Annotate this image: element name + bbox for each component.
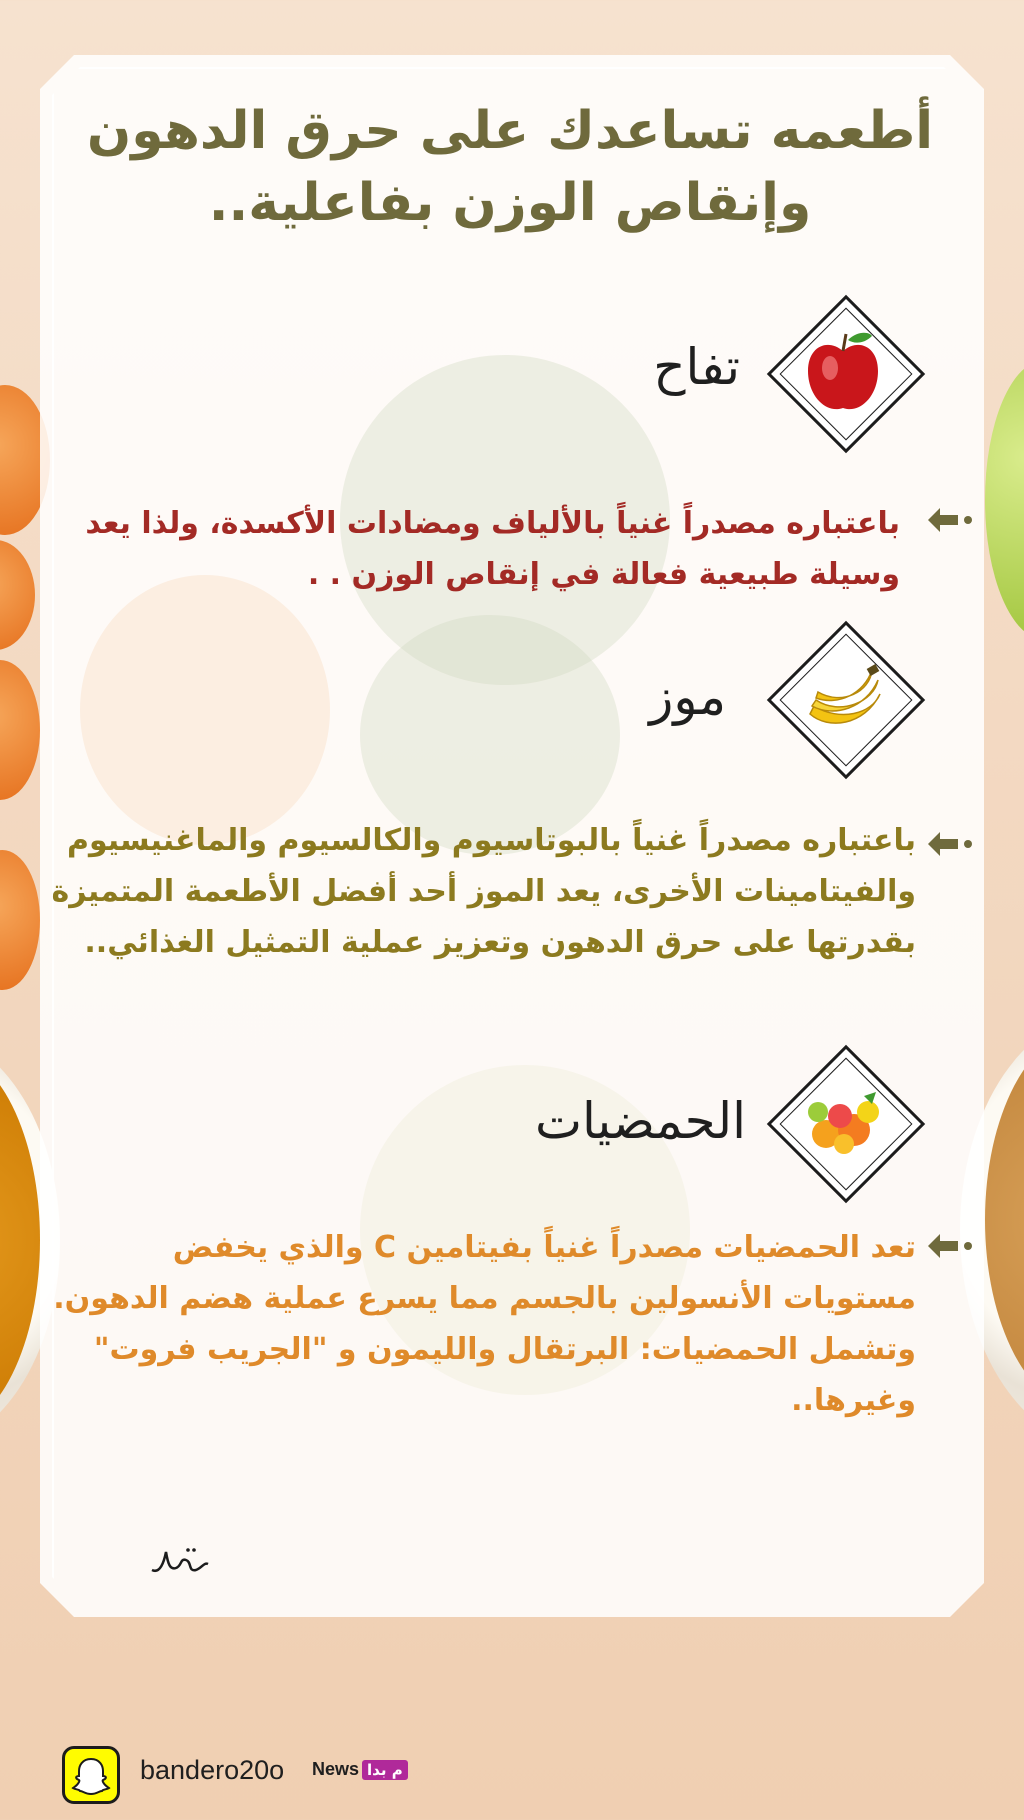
- citrus-diamond-frame: [768, 1046, 918, 1196]
- section-text-banana: باعتباره مصدراً غنياً بالبوتاسيوم والكالسيوم والماغنيسيوم والفيتامينات الأخرى، يعد الموز أحد أفضل الأطعمة المتميزة بقدرتها على حرق الدهون وتعزيز عملية التمثيل الغذائي..: [51, 823, 916, 960]
- banana-diamond-frame: [768, 622, 918, 772]
- page-title: أطعمه تساعدك على حرق الدهون وإنقاص الوزن بفاعلية..: [86, 101, 934, 233]
- section-heading-banana: موز: [649, 668, 726, 726]
- apple-diamond-frame: [768, 296, 918, 446]
- carrot-slice-decoration: [0, 850, 40, 990]
- arrow-bullet-icon: [918, 500, 978, 540]
- brand-logo: [312, 1759, 408, 1780]
- signature-mark: [148, 1540, 212, 1580]
- brand-badge: م بدا: [362, 1760, 408, 1780]
- arrow-bullet-icon: [918, 1226, 978, 1266]
- apple-icon: [768, 296, 918, 446]
- snapchat-icon[interactable]: [62, 1746, 120, 1804]
- section-heading-apple: تفاح: [653, 338, 740, 396]
- arrow-bullet-icon: [918, 824, 978, 864]
- carrot-slice-decoration: [0, 540, 35, 650]
- section-text-citrus: تعد الحمضيات مصدراً غنياً بفيتامين C والذي يخفض مستويات الأنسولين بالجسم مما يسرع عملية هضم الدهون. وتشمل الحمضيات: البرتقال والليمون و "الجريب فروت" وغيرها..: [53, 1230, 916, 1418]
- snapchat-username[interactable]: bandero20o: [140, 1755, 285, 1785]
- brand-name: News: [312, 1759, 360, 1779]
- section-text-apple: باعتباره مصدراً غنياً بالألياف ومضادات الأكسدة، ولذا يعد وسيلة طبيعية فعالة في إنقاص الوزن . .: [85, 506, 900, 592]
- banana-icon: [768, 622, 918, 772]
- carrot-slice-decoration: [0, 660, 40, 800]
- section-heading-citrus: الحمضيات: [534, 1092, 746, 1150]
- citrus-icon: [768, 1046, 918, 1196]
- green-apple-decoration: [985, 360, 1024, 640]
